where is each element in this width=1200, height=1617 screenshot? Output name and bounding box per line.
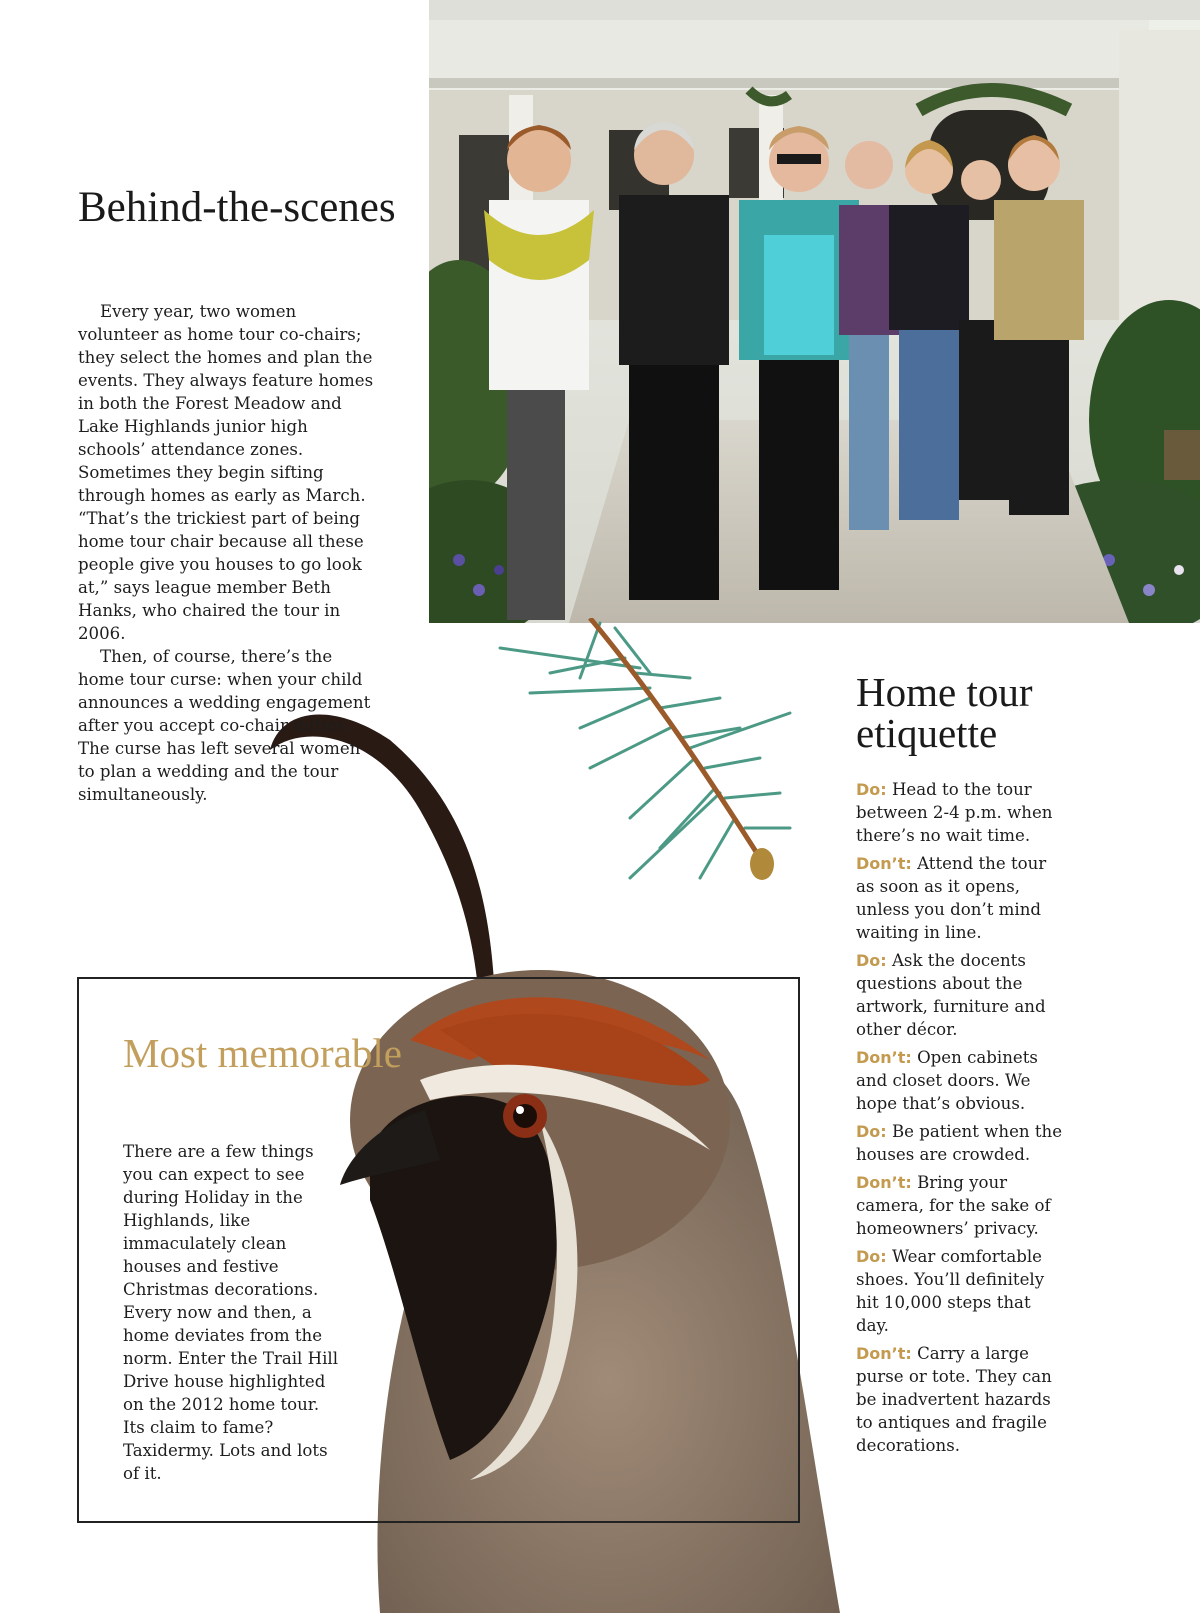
group-of-women-photo [429,0,1200,623]
dont-tag: Don’t: [856,854,912,873]
most-memorable-heading: Most memorable [123,1030,402,1076]
etiquette-item [856,778,1066,847]
etiquette-item [856,1171,1066,1240]
behind-the-scenes-paragraph-2: Then, of course, there’s the home tour curse: when your child announces a wedding engagement after you accept co-chair duties. The curse has left several women to plan a wedding and the tour simultaneously. [78,647,371,804]
dont-tag: Don’t: [856,1048,912,1067]
dont-tag: Don’t: [856,1344,912,1363]
etiquette-text: Carry a large purse or tote. They can be inadvertent hazards to antiques and fragile decorations. [856,1344,1052,1455]
most-memorable-body: There are a few things you can expect to see during Holiday in the Highlands, like immaculately clean houses and festive Christmas decorations. Every now and then, a home deviates from the norm. Enter the Trail Hill Drive house highlighted on the 2012 home tour. Its claim to fame? Taxidermy. Lots and lots of it. [123,1142,339,1483]
do-tag: Do: [856,780,887,799]
etiquette-item [856,949,1066,1041]
etiquette-text: Wear comfortable shoes. You’ll definitely hit 10,000 steps that day. [856,1247,1045,1335]
etiquette-text: Be patient when the houses are crowded. [856,1122,1063,1164]
behind-the-scenes-heading: Behind-the-scenes [78,184,396,231]
dont-tag: Don’t: [856,1173,912,1192]
do-tag: Do: [856,951,887,970]
behind-the-scenes-body [78,300,378,806]
etiquette-text: Open cabinets and closet doors. We hope that’s obvious. [856,1048,1038,1113]
etiquette-text: Bring your camera, for the sake of homeowners’ privacy. [856,1173,1051,1238]
etiquette-item [856,1120,1066,1166]
etiquette-list [856,778,1066,1462]
pine-sprig-illustration [490,618,820,918]
behind-the-scenes-paragraph-1: Every year, two women volunteer as home tour co-chairs; they select the homes and plan the events. They always feature homes in both the Forest Meadow and Lake Highlands junior high schools’ attendance zones. Sometimes they begin sifting through homes as early as March. “That’s the trickiest part of being home tour chair because all these people give you houses to go look at,” says league member Beth Hanks, who chaired the tour in 2006. [78,302,374,643]
do-tag: Do: [856,1247,887,1266]
etiquette-text: Attend the tour as soon as it opens, unless you don’t mind waiting in line. [856,854,1047,942]
etiquette-text: Ask the docents questions about the artwork, furniture and other décor. [856,951,1046,1039]
etiquette-item [856,1046,1066,1115]
group-photo [429,0,1200,623]
pine-sprig-image [490,618,820,918]
do-tag: Do: [856,1122,887,1141]
etiquette-item [856,852,1066,944]
etiquette-heading: Home tour etiquette [856,669,1033,756]
etiquette-text: Head to the tour between 2-4 p.m. when there’s no wait time. [856,780,1053,845]
etiquette-item [856,1245,1066,1337]
etiquette-item [856,1342,1066,1457]
